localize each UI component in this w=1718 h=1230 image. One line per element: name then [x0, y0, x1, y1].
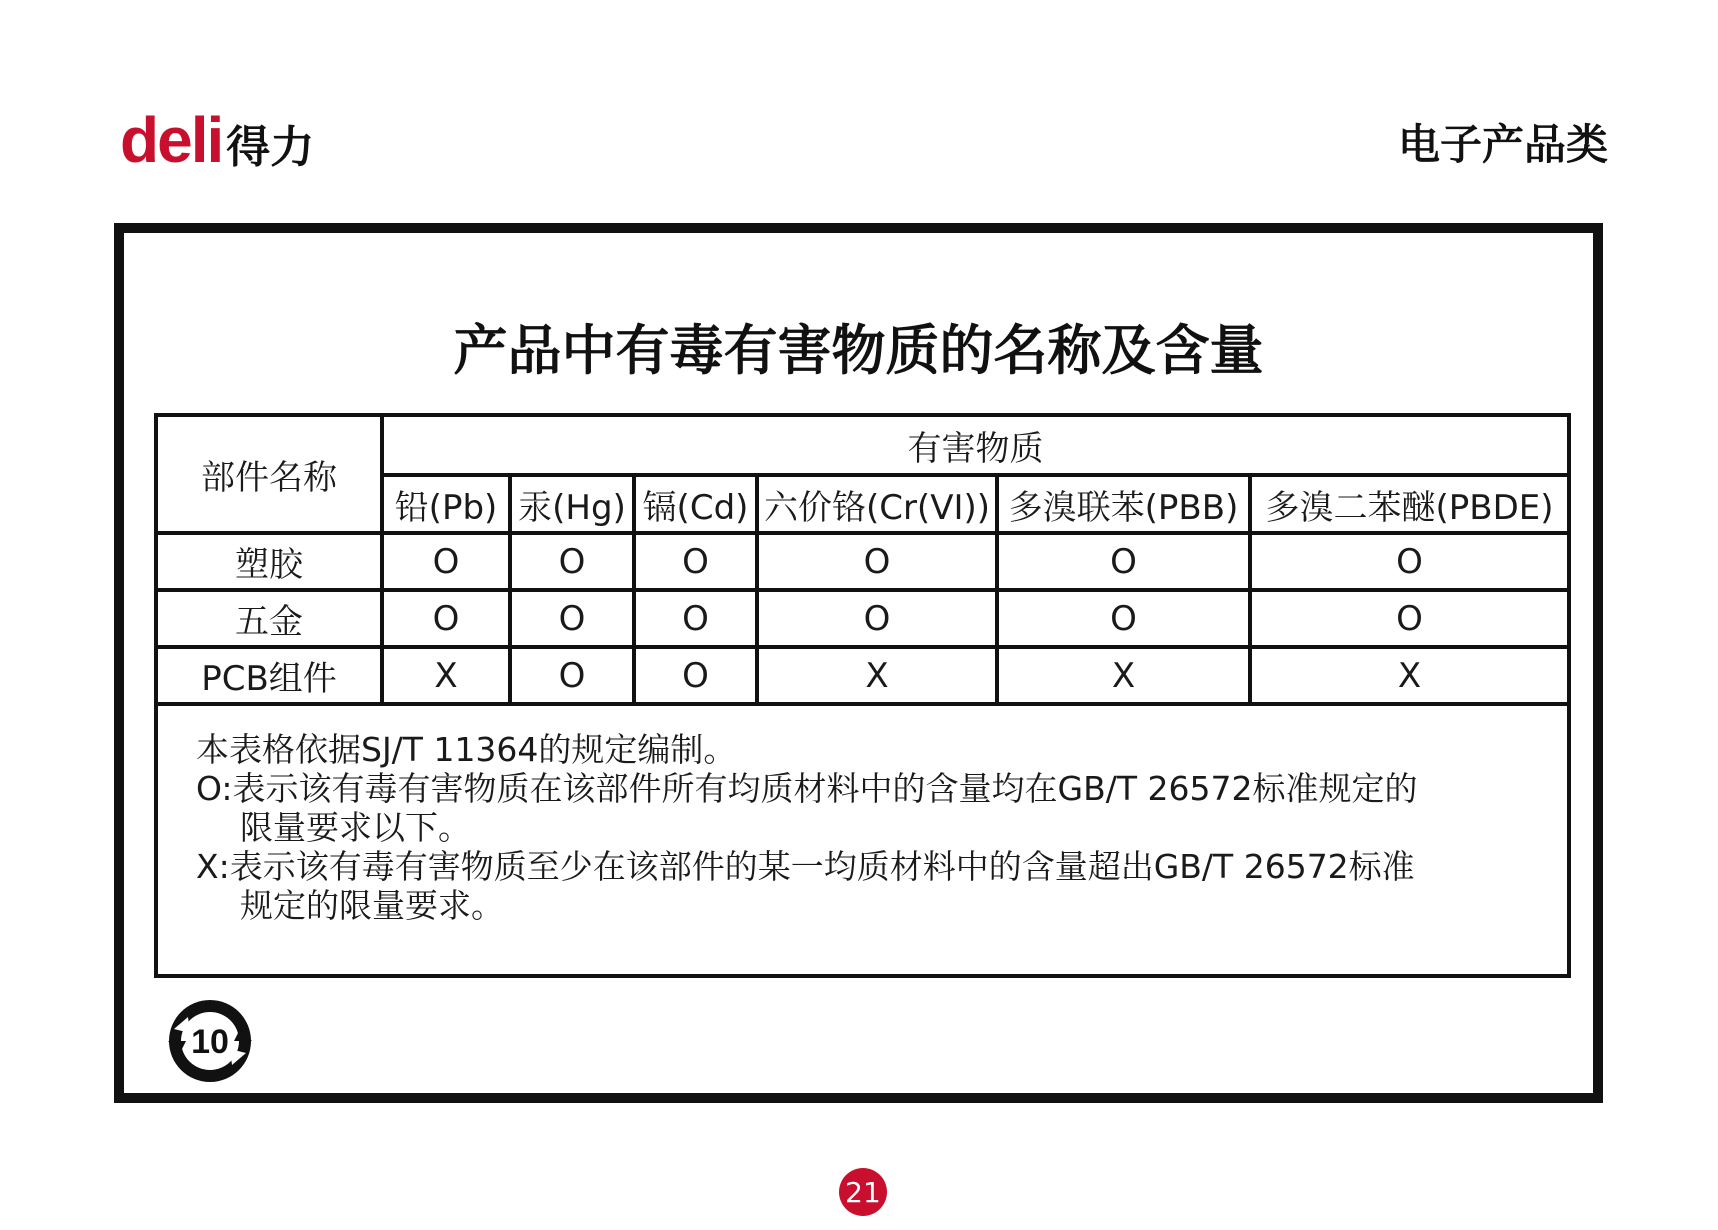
- hazard-declaration-frame: [114, 223, 1603, 1103]
- substance-value: O: [634, 533, 757, 590]
- substance-value: O: [382, 533, 510, 590]
- product-category: 电子产品类: [1397, 120, 1608, 169]
- note-standard-basis: 本表格依据SJ/T 11364的规定编制。: [196, 730, 737, 769]
- note-o-meaning: O:表示该有毒有害物质在该部件所有均质材料中的含量均在GB/T 26572标准规定的: [196, 769, 1418, 808]
- substance-value: O: [510, 533, 634, 590]
- substance-value: O: [510, 590, 634, 647]
- substance-value: X: [997, 647, 1250, 704]
- table-notes: [156, 704, 1569, 976]
- document-title: 产品中有毒有害物质的名称及含量: [453, 319, 1264, 382]
- hazardous-substance-table: [154, 413, 1571, 978]
- component-name: 塑胶: [156, 533, 382, 590]
- eco-label-years: 10: [191, 1023, 229, 1061]
- brand-logo: [120, 104, 315, 176]
- substance-value: X: [382, 647, 510, 704]
- substance-header-chromium-vi: 六价铬(Cr(VI)): [757, 475, 997, 533]
- substance-value: O: [1250, 533, 1569, 590]
- substance-value: O: [997, 533, 1250, 590]
- component-name: 五金: [156, 590, 382, 647]
- table-row: [156, 590, 1569, 647]
- substance-value: O: [1250, 590, 1569, 647]
- substance-header-lead: 铅(Pb): [382, 475, 510, 533]
- substance-value: O: [382, 590, 510, 647]
- substance-value: O: [510, 647, 634, 704]
- substance-header-pbb: 多溴联苯(PBB): [997, 475, 1250, 533]
- substance-value: O: [634, 647, 757, 704]
- note-x-meaning-cont: 规定的限量要求。: [240, 886, 504, 925]
- table-row: [156, 533, 1569, 590]
- note-o-meaning-cont: 限量要求以下。: [240, 808, 471, 847]
- substance-header-pbde: 多溴二苯醚(PBDE): [1250, 475, 1569, 533]
- substance-value: O: [757, 590, 997, 647]
- note-x-meaning: X:表示该有毒有害物质至少在该部件的某一均质材料中的含量超出GB/T 26572标准: [196, 847, 1415, 886]
- environmental-protection-use-period-icon: [164, 995, 256, 1087]
- substance-header-cadmium: 镉(Cd): [634, 475, 757, 533]
- component-name-header: 部件名称: [156, 415, 382, 533]
- substance-header-mercury: 汞(Hg): [510, 475, 634, 533]
- logo-wordmark-cjk: 得力: [226, 122, 315, 173]
- logo-wordmark-latin: deli: [120, 104, 223, 176]
- table-row: [156, 647, 1569, 704]
- hazardous-substances-header: 有害物质: [382, 415, 1569, 475]
- page-number: 21: [839, 1168, 887, 1216]
- substance-value: O: [634, 590, 757, 647]
- substance-value: X: [757, 647, 997, 704]
- component-name: PCB组件: [156, 647, 382, 704]
- substance-value: O: [757, 533, 997, 590]
- substance-value: O: [997, 590, 1250, 647]
- substance-value: X: [1250, 647, 1569, 704]
